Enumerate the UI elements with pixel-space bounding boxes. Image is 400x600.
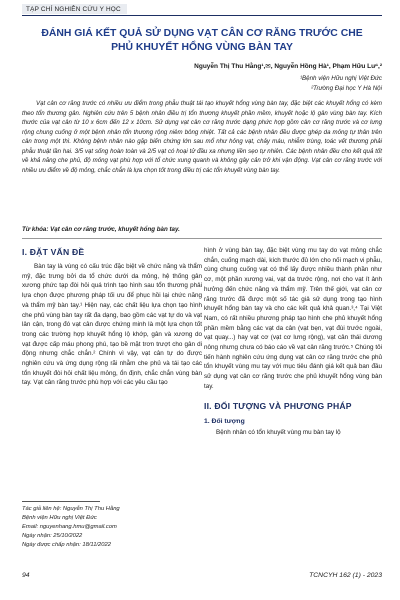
note-email: Email: nguyenhang.hmu@gmail.com (22, 524, 117, 530)
article-title: ĐÁNH GIÁ KẾT QUẢ SỬ DỤNG VẠT CÂN CƠ RĂNG TRƯỚC CHE PHỦ KHUYẾT HỔNG VÙNG BÀN TAY (41, 28, 363, 53)
author-list: Nguyễn Thị Thu Hằng¹,✉, Nguyễn Hồng Hà¹, Phạm Hữu Lư¹,² (194, 63, 382, 70)
note-accepted: Ngày được chấp nhận: 18/11/2022 (22, 542, 111, 548)
methods-subheading: 1. Đối tượng (204, 417, 245, 425)
keywords-rule (22, 238, 382, 239)
author-note (22, 505, 202, 550)
methods-heading: II. ĐỐI TƯỢNG VÀ PHƯƠNG PHÁP (204, 400, 352, 411)
journal-tag: TẠP CHÍ NGHIÊN CỨU Y HỌC (22, 4, 127, 14)
note-hospital: Bệnh viện Hữu nghị Việt Đức (22, 515, 97, 521)
abstract: Vạt cân cơ răng trước có nhiều ưu điểm trong phẫu thuật tái tạo khuyết hổng vùng bàn tay, đặc biệt các khuyết hổng có kèm theo tổn thương gân. Nghiên cứu trên 5 bệnh nhân điều trị tổn thương khuyết phần mềm, khuyết hoặc lộ gân vùng bàn tay. Kích thước của vạt cân từ 10 x 6cm đến 12 x 10cm. Sử dụng vạt cân cơ răng trước dạng phức hợp gồm cân cơ răng trước và cơ lưng rộng chung cuống ở một bệnh nhân tổn thương rộng niêm bông nhiệt. Tất cả các bệnh nhân đều được ghép da mỏng tự thân trên cân trong một thì. Không bệnh nhân nào gặp biến chứng lớn sau mổ như hỏng vạt, chảy máu, nhiễm trùng, toác vết thương phải phẫu thuật lần hai. 3/5 vạt sống hoàn toàn và 2/5 vạt có hoại tử đầu xa nhưng liền sẹo tự nhiên. Các bệnh nhân đều cho kết quả tốt về khả năng che phủ, độ mỏng vạt phù hợp với tổ chức xung quanh và không gây cản trở khi vận động. Vạt cân cơ răng trước với nhiều ưu điểm về độ mỏng, chắc chắn là lựa chọn tốt trong điều trị các tổn khuyết vùng bàn tay. (22, 100, 382, 174)
affiliation-2: ²Trường Đại học Y Hà Nội (311, 84, 382, 92)
footnote-rule (22, 501, 100, 502)
affiliation-1: ¹Bệnh viện Hữu nghị Việt Đức (299, 75, 382, 82)
intro-paragraph-right: hình ở vùng bàn tay, đặc biệt vùng mu tay do vạt mỏng chắc chắn, cuống mạch dài, kích thước đủ lớn cho nối mạch vi phẫu, cùng chung cuống vạt có thể lấy được nhiều thành phần như cơ, một phần xương vai, vạt da trước rộng, nơi cho vạt ít ảnh hưởng đến chức năng và thẩm mỹ. Trên thế giới, vạt cân cơ răng trước đã được một số tác giả sử dụng trong tạo hình khuyết hổng bàn tay và cho các kết quả khả quan.³,⁴ Tại Việt Nam, có rất nhiều phương pháp tạo hình che phủ khuyết hổng phần mềm bằng các vạt da cân (vạt bẹn, vạt đùi trước ngoài, vạt quay...) hay vạt cơ (vạt cơ lưng rộng), vạt cân thái dương nông nhưng chưa có báo cáo về vạt cân răng trước.⁵ Chúng tôi tiến hành nghiên cứu ứng dụng vạt cân cơ răng trước che phủ tổn khuyết vùng mu tay với mục tiêu đánh giá kết quả ban đầu sử dụng vạt cân cơ răng trước che phủ khuyết hổng vùng bàn tay. (204, 247, 382, 390)
note-author: Tác giả liên hệ: Nguyễn Thị Thu Hằng (22, 506, 120, 512)
intro-paragraph-left: Bàn tay là vùng có cấu trúc đặc biệt về chức năng và thẩm mỹ, đặc trưng bởi da tổ chức dưới da mỏng, hệ thống gân xương phức tạp đòi hỏi quá trình tạo hình sau tổn thương phải lựa chọn được phương pháp tối ưu để phục hồi lại chức năng và thẩm mỹ bàn tay.¹ Hiện nay, các chất liệu lựa chọn tạo hình che phủ vùng bàn tay rất đa dạng, bao gồm các vạt tự do và vạt lân cận, trong đó vạt cân được chứng minh là một lựa chọn tốt trong các trường hợp khuyết hổng lộ khớp, gân và xương do vạt được cấp máu phong phú, tạo bề mặt trơn trượt cho gân di động nhưng chắc chắn.² Chính vì vậy, vạt cân tự do được nghiên cứu và ứng dụng rộng rãi nhằm che phủ và tái tạo các tổn khuyết đòi hỏi chất liệu mỏng, ổn định, chắc chắn vùng bàn tay. Vạt cân răng trước phù hợp với các yêu cầu tạo (22, 263, 202, 387)
intro-heading: I. ĐẶT VẤN ĐỀ (22, 247, 85, 257)
left-column (22, 246, 202, 388)
right-column (204, 246, 382, 438)
methods-paragraph: Bệnh nhân có tổn khuyết vùng mu bàn tay lộ (216, 429, 341, 437)
header-rule (22, 15, 382, 16)
note-received: Ngày nhận: 25/10/2022 (22, 533, 83, 539)
journal-reference: TCNCYH 162 (1) - 2023 (309, 572, 382, 579)
keywords: Từ khóa: Vạt cân cơ răng trước, khuyết hổng bàn tay. (22, 226, 180, 233)
page-number: 94 (22, 572, 30, 579)
